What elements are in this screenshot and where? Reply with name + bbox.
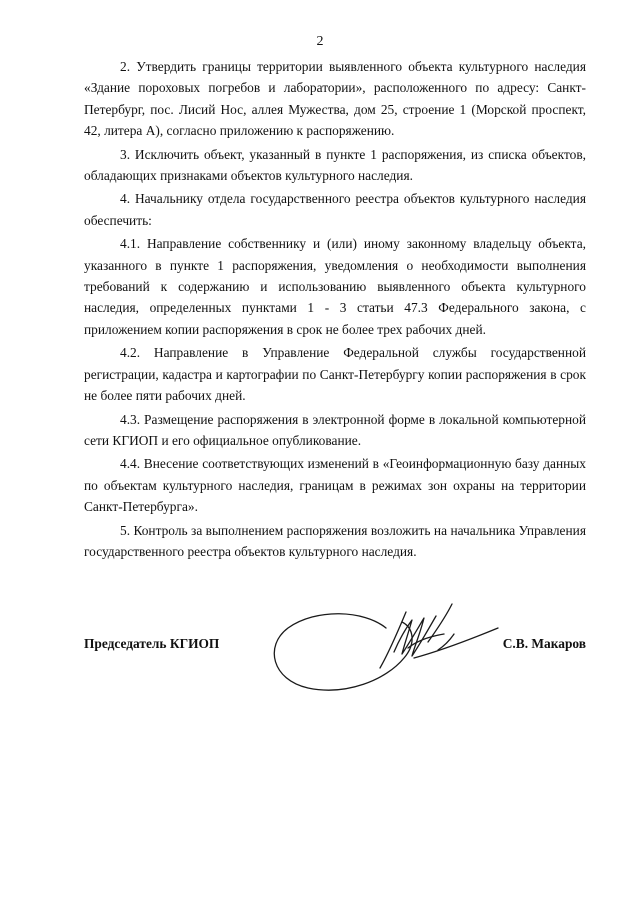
paragraph-4-4: 4.4. Внесение соответствующих изменений в «Геоинформационную базу данных по объектам культурного наследия, границам в режимах зон охраны на территории Санкт-Петербурга».: [84, 456, 586, 515]
paragraph-4-2: 4.2. Направление в Управление Федеральной службы государственной регистрации, кадастра и картографии по Санкт-Петербургу копии распоряжения в срок не более пяти рабочих дней.: [84, 345, 586, 404]
paragraph-4: 4. Начальнику отдела государственного реестра объектов культурного наследия обеспечить:: [84, 191, 586, 228]
document-body: [84, 56, 586, 564]
paragraph-2: 2. Утвердить границы территории выявленного объекта культурного наследия «Здание пороховых погребов и лаборатории», расположенного по адресу: Санкт-Петербург, пос. Лисий Нос, аллея Мужества, дом 25, строение 1 (Морской проспект, 42, литера А), согласно приложению к распоряжению.: [84, 59, 586, 139]
page-number: 2: [316, 34, 324, 49]
paragraph-3: 3. Исключить объект, указанный в пункте 1 распоряжения, из списка объектов, обладающих признаками объектов культурного наследия.: [84, 146, 586, 184]
signatory-name: С.В. Макаров: [502, 636, 586, 651]
signature-block: [84, 588, 586, 708]
handwritten-signature: [268, 588, 508, 700]
paragraph-5: 5. Контроль за выполнением распоряжения возложить на начальника Управления государственного реестра объектов культурного наследия.: [84, 522, 586, 559]
paragraph-4-1: 4.1. Направление собственнику и (или) иному законному владельцу объекта, указанного в пункте 1 распоряжения, уведомления о необходимости выполнения требований к содержанию и использованию выявленного объекта культурного наследия, определенных пунктами 1 - 3 статьи 47.3 Федерального закона, с приложением копии распоряжения в срок не более трех рабочих дней.: [84, 236, 586, 337]
paragraph-4-3: 4.3. Размещение распоряжения в электронной форме в локальной компьютерной сети КГИОП и его официальное опубликование.: [84, 411, 586, 448]
signatory-title: Председатель КГИОП: [84, 636, 220, 651]
